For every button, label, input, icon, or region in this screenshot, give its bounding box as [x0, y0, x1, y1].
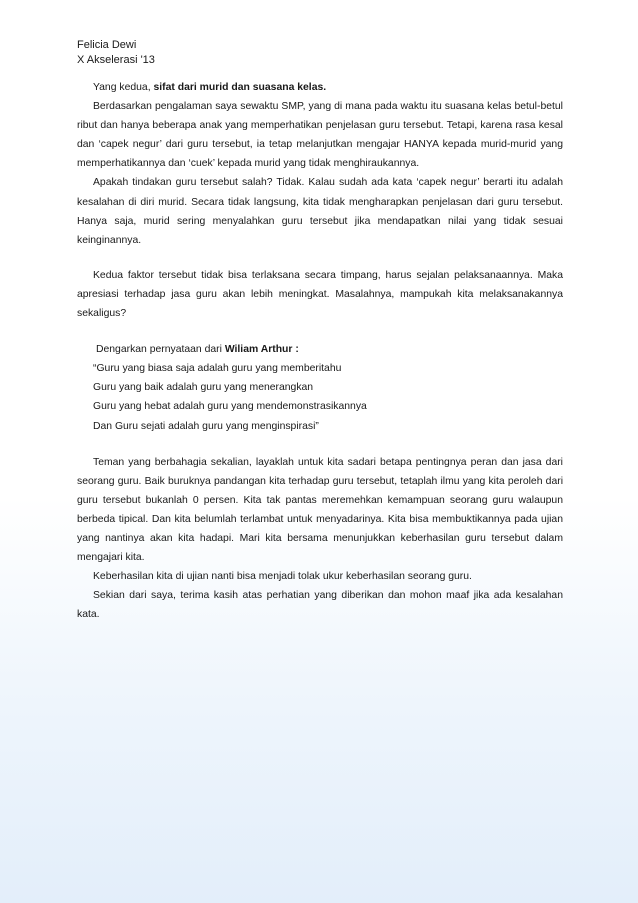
paragraph-3: Apakah tindakan guru tersebut salah? Tidak. Kalau sudah ada kata ‘capek negur’ berarti itu adalah kesalahan di diri murid. Secara tidak langsung, kita tidak mengharapkan penjelasan dari guru tersebut. Hanya saja, murid sering menyalahkan guru tersebut jika mendapatkan nilai yang tidak sesuai keinginannya.	[77, 177, 563, 246]
paragraph-1-prefix: Yang kedua,	[93, 82, 154, 93]
class-name: X Akselerasi '13	[77, 54, 155, 66]
document-header	[77, 38, 155, 68]
paragraph-1-bold: sifat dari murid dan suasana kelas.	[153, 82, 327, 93]
paragraph-1	[77, 78, 563, 97]
quote-author: Wiliam Arthur :	[224, 344, 299, 356]
paragraph-7: Sekian dari saya, terima kasih atas perhatian yang diberikan dan mohon maaf jika ada kesalahan kata.	[77, 590, 563, 621]
paragraph-5: Teman yang berbahagia sekalian, layaklah untuk kita sadari betapa pentingnya peran dan jasa dari seorang guru. Baik buruknya pandangan kita terhadap guru tersebut, tetaplah ilmu yang kita peroleh dari guru tersebut bukanlah 0 persen. Kita tak pantas meremehkan kemampuan seorang guru walaupun berbeda tipical. Dan kita belumlah terlambat untuk menyadarinya. Kita bisa membuktikannya pada ujian yang nantinya akan kita hadapi. Mari kita bersama menunjukkan keberhasilan guru tersebut dalam mengajari kita.	[77, 456, 563, 564]
paragraph-4: Kedua faktor tersebut tidak bisa terlaksana secara timpang, harus sejalan pelaksanaannya. Maka apresiasi terhadap jasa guru akan lebih meningkat. Masalahnya, mampukah kita melaksanakannya sekaligus?	[77, 269, 563, 320]
quote-intro	[77, 340, 563, 359]
paragraph-2: Berdasarkan pengalaman saya sewaktu SMP, yang di mana pada waktu itu suasana kelas betul-betul ribut dan hanya beberapa anak yang memperhatikan penjelasan guru tersebut. Tetapi, karena rasa kesal dan ‘capek negur’ dari guru tersebut, ia tetap melanjutkan mengajar HANYA kepada murid-murid yang memperhatikannya dan ‘cuek’ kepada murid yang tidak menghiraukannya.	[77, 101, 563, 170]
spacer	[77, 436, 563, 453]
document-body	[77, 78, 563, 624]
spacer	[77, 250, 563, 266]
author-name: Felicia Dewi	[77, 39, 137, 51]
quote-line: Guru yang baik adalah guru yang menerangkan	[93, 382, 314, 394]
spacer	[77, 323, 563, 340]
quote-line: Dan Guru sejati adalah guru yang menginspirasi”	[93, 420, 319, 432]
quote-line: Guru yang hebat adalah guru yang mendemonstrasikannya	[93, 401, 367, 413]
paragraph-6: Keberhasilan kita di ujian nanti bisa menjadi tolak ukur keberhasilan seorang guru.	[93, 571, 472, 583]
quote-line: “Guru yang biasa saja adalah guru yang memberitahu	[93, 363, 342, 375]
quote-intro-prefix: Dengarkan pernyataan dari	[96, 344, 225, 356]
